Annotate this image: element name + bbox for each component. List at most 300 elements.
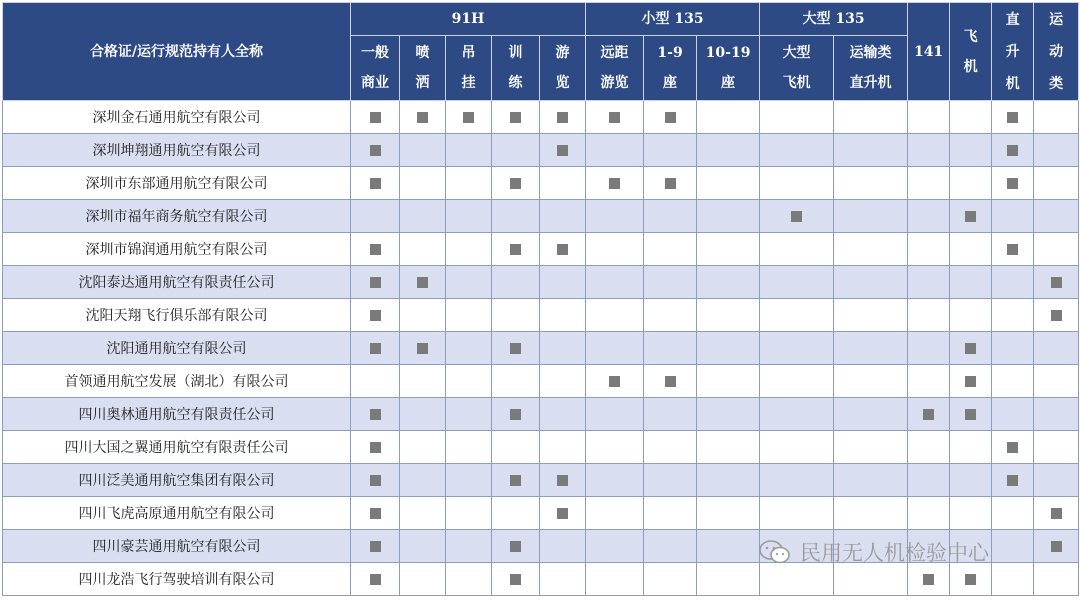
qualification-cell [697, 233, 760, 266]
qualification-cell [1034, 365, 1079, 398]
checked-square-icon [510, 409, 521, 420]
checked-square-icon [370, 574, 381, 585]
qualification-cell [644, 332, 697, 365]
qualification-cell [351, 332, 400, 365]
qualification-cell [992, 464, 1034, 497]
qualification-cell [644, 431, 697, 464]
qualification-cell [834, 365, 908, 398]
qualification-cell [908, 233, 950, 266]
qualification-cell [644, 563, 697, 596]
qualification-cell [950, 101, 992, 134]
company-name: 深圳市锦润通用航空有限公司 [3, 233, 351, 266]
qualification-cell [492, 497, 540, 530]
qualification-cell [540, 233, 586, 266]
qualification-cell [644, 365, 697, 398]
checked-square-icon [1051, 310, 1062, 321]
qualification-cell [492, 365, 540, 398]
qualification-cell [950, 134, 992, 167]
qualification-cell [351, 497, 400, 530]
qualification-cell [1034, 101, 1079, 134]
qualification-cell [992, 332, 1034, 365]
qualification-cell [492, 398, 540, 431]
qualification-cell [492, 563, 540, 596]
qualification-cell [992, 233, 1034, 266]
qualification-cell [586, 365, 644, 398]
checked-square-icon [370, 178, 381, 189]
checked-square-icon [510, 244, 521, 255]
table-row [3, 266, 1079, 299]
checked-square-icon [370, 343, 381, 354]
col-header-1: 喷 洒 [400, 36, 446, 101]
checked-square-icon [1007, 145, 1018, 156]
table-row [3, 134, 1079, 167]
watermark [758, 537, 989, 567]
qualification-cell [760, 299, 834, 332]
checked-square-icon [370, 244, 381, 255]
qualification-cell [586, 431, 644, 464]
qualification-cell [992, 200, 1034, 233]
qualification-cell [697, 266, 760, 299]
qualification-cell [540, 167, 586, 200]
table-row [3, 398, 1079, 431]
company-name: 沈阳天翔飞行俱乐部有限公司 [3, 299, 351, 332]
qualification-cell [950, 365, 992, 398]
table-row [3, 200, 1079, 233]
col-header-141: 141 [908, 3, 950, 101]
qualification-cell [586, 167, 644, 200]
qualification-cell [834, 233, 908, 266]
qualification-cell [400, 398, 446, 431]
qualification-cell [697, 200, 760, 233]
col-header-5: 远距 游览 [586, 36, 644, 101]
qualification-cell [644, 233, 697, 266]
qualification-cell [950, 233, 992, 266]
checked-square-icon [1051, 508, 1062, 519]
qualification-cell [446, 398, 492, 431]
qualification-cell [586, 332, 644, 365]
qualification-cell [400, 365, 446, 398]
qualification-cell [1034, 167, 1079, 200]
qualification-cell [1034, 200, 1079, 233]
qualification-cell [400, 530, 446, 563]
company-name: 四川奥林通用航空有限责任公司 [3, 398, 351, 431]
qualification-cell [908, 398, 950, 431]
table-row [3, 299, 1079, 332]
qualification-cell [644, 398, 697, 431]
qualification-cell [908, 266, 950, 299]
checked-square-icon [665, 178, 676, 189]
name-column-header: 合格证/运行规范持有人全称 [3, 3, 351, 101]
qualification-cell [586, 398, 644, 431]
qualification-cell [992, 299, 1034, 332]
company-name: 深圳金石通用航空有限公司 [3, 101, 351, 134]
qualification-cell [351, 431, 400, 464]
col-header-2: 吊 挂 [446, 36, 492, 101]
checked-square-icon [557, 244, 568, 255]
col-header-7: 10-19 座 [697, 36, 760, 101]
checked-square-icon [1007, 112, 1018, 123]
qualification-cell [492, 134, 540, 167]
qualification-cell [908, 332, 950, 365]
qualification-cell [400, 134, 446, 167]
qualification-cell [446, 266, 492, 299]
qualification-cell [760, 431, 834, 464]
qualification-cell [351, 134, 400, 167]
qualification-cell [644, 299, 697, 332]
checked-square-icon [370, 145, 381, 156]
group-header-small-135: 小型 135 [586, 3, 760, 36]
checked-square-icon [1051, 541, 1062, 552]
qualification-cell [644, 134, 697, 167]
checked-square-icon [370, 112, 381, 123]
qualification-cell [540, 530, 586, 563]
qualification-cell [446, 332, 492, 365]
qualification-cell [540, 563, 586, 596]
qualification-cell [697, 497, 760, 530]
company-name: 沈阳通用航空有限公司 [3, 332, 351, 365]
qualification-cell [540, 134, 586, 167]
qualification-cell [697, 431, 760, 464]
checked-square-icon [965, 211, 976, 222]
qualification-cell [400, 563, 446, 596]
table-row [3, 365, 1079, 398]
table-row [3, 464, 1079, 497]
qualification-cell [400, 464, 446, 497]
qualification-cell [697, 398, 760, 431]
qualification-cell [834, 266, 908, 299]
qualification-cell [446, 563, 492, 596]
qualification-cell [834, 497, 908, 530]
checked-square-icon [1007, 178, 1018, 189]
group-header-91h: 91H [351, 3, 586, 36]
qualification-cell [760, 134, 834, 167]
qualification-cell [908, 464, 950, 497]
qualification-cell [540, 464, 586, 497]
checked-square-icon [370, 310, 381, 321]
qualification-cell [400, 497, 446, 530]
wechat-icon [758, 539, 792, 565]
qualification-cell [351, 398, 400, 431]
checked-square-icon [370, 508, 381, 519]
qualification-cell [446, 299, 492, 332]
qualification-cell [697, 134, 760, 167]
qualification-cell [697, 464, 760, 497]
watermark-text: 民用无人机检验中心 [800, 541, 989, 565]
qualification-cell [760, 365, 834, 398]
qualification-cell [644, 530, 697, 563]
qualification-cell [950, 332, 992, 365]
qualification-cell [492, 266, 540, 299]
qualification-cell [446, 167, 492, 200]
qualification-cell [586, 233, 644, 266]
col-header-sport: 运 动 类 [1034, 3, 1079, 101]
qualification-cell [492, 530, 540, 563]
qualification-cell [1034, 464, 1079, 497]
table-row [3, 167, 1079, 200]
checked-square-icon [417, 112, 428, 123]
checked-square-icon [965, 343, 976, 354]
checked-square-icon [965, 574, 976, 585]
col-header-airplane: 飞 机 [950, 3, 992, 101]
qualification-cell [760, 563, 834, 596]
checked-square-icon [510, 475, 521, 486]
table-row [3, 431, 1079, 464]
qualification-cell [950, 167, 992, 200]
table-row [3, 233, 1079, 266]
checked-square-icon [1007, 244, 1018, 255]
qualification-cell [400, 167, 446, 200]
qualification-cell [351, 299, 400, 332]
qualification-cell [908, 497, 950, 530]
qualification-cell [492, 299, 540, 332]
qualification-cell [586, 299, 644, 332]
qualification-cell [492, 464, 540, 497]
qualification-cell [1034, 332, 1079, 365]
checked-square-icon [665, 376, 676, 387]
checked-square-icon [609, 178, 620, 189]
qualification-cell [697, 167, 760, 200]
qualification-cell [351, 266, 400, 299]
qualification-cell [644, 167, 697, 200]
qualification-cell [992, 398, 1034, 431]
qualification-cell [586, 200, 644, 233]
checked-square-icon [557, 475, 568, 486]
qualification-cell [697, 563, 760, 596]
qualification-cell [446, 497, 492, 530]
company-name: 深圳市福年商务航空有限公司 [3, 200, 351, 233]
checked-square-icon [609, 376, 620, 387]
qualification-cell [760, 167, 834, 200]
qualification-cell [834, 332, 908, 365]
qualification-cell [492, 101, 540, 134]
qualification-cell [950, 497, 992, 530]
qualification-cell [644, 101, 697, 134]
col-header-0: 一般 商业 [351, 36, 400, 101]
checked-square-icon [557, 112, 568, 123]
checked-square-icon [370, 277, 381, 288]
qualification-cell [834, 431, 908, 464]
qualification-cell [540, 101, 586, 134]
qualification-cell [586, 266, 644, 299]
qualification-cell [644, 200, 697, 233]
qualification-cell [834, 134, 908, 167]
qualification-cell [351, 530, 400, 563]
qualification-cell [760, 266, 834, 299]
table-row [3, 101, 1079, 134]
col-header-helicopter: 直 升 机 [992, 3, 1034, 101]
qualification-cell [351, 200, 400, 233]
qualification-cell [834, 464, 908, 497]
qualification-cell [834, 398, 908, 431]
checked-square-icon [510, 541, 521, 552]
qualification-cell [760, 497, 834, 530]
qualification-table [2, 2, 1079, 596]
checked-square-icon [510, 574, 521, 585]
qualification-cell [351, 563, 400, 596]
company-name: 首领通用航空发展（湖北）有限公司 [3, 365, 351, 398]
checked-square-icon [609, 112, 620, 123]
qualification-cell [950, 464, 992, 497]
qualification-cell [834, 563, 908, 596]
checked-square-icon [965, 376, 976, 387]
checked-square-icon [791, 211, 802, 222]
qualification-cell [908, 200, 950, 233]
checked-square-icon [1007, 475, 1018, 486]
qualification-cell [446, 530, 492, 563]
qualification-cell [992, 167, 1034, 200]
qualification-cell [400, 266, 446, 299]
qualification-cell [992, 563, 1034, 596]
qualification-cell [1034, 431, 1079, 464]
qualification-cell [446, 233, 492, 266]
qualification-cell [644, 464, 697, 497]
qualification-cell [644, 266, 697, 299]
qualification-cell [446, 431, 492, 464]
qualification-cell [760, 398, 834, 431]
qualification-cell [1034, 299, 1079, 332]
company-name: 深圳市东部通用航空有限公司 [3, 167, 351, 200]
qualification-cell [492, 332, 540, 365]
checked-square-icon [510, 178, 521, 189]
qualification-cell [586, 497, 644, 530]
col-header-3: 训 练 [492, 36, 540, 101]
qualification-cell [908, 299, 950, 332]
qualification-cell [992, 266, 1034, 299]
qualification-cell [586, 101, 644, 134]
company-name: 四川大国之翼通用航空有限责任公司 [3, 431, 351, 464]
qualification-cell [950, 266, 992, 299]
checked-square-icon [1007, 442, 1018, 453]
qualification-cell [760, 464, 834, 497]
qualification-cell [950, 200, 992, 233]
checked-square-icon [510, 343, 521, 354]
qualification-cell [697, 299, 760, 332]
checked-square-icon [370, 541, 381, 552]
col-header-9: 运输类 直升机 [834, 36, 908, 101]
qualification-cell [540, 332, 586, 365]
qualification-cell [697, 101, 760, 134]
qualification-cell [950, 299, 992, 332]
company-name: 四川豪芸通用航空有限公司 [3, 530, 351, 563]
checked-square-icon [370, 409, 381, 420]
group-header-large-135: 大型 135 [760, 3, 908, 36]
qualification-cell [586, 563, 644, 596]
qualification-cell [908, 134, 950, 167]
qualification-cell [760, 200, 834, 233]
qualification-cell [351, 101, 400, 134]
checked-square-icon [923, 574, 934, 585]
col-header-8: 大型 飞机 [760, 36, 834, 101]
table-row [3, 563, 1079, 596]
qualification-cell [834, 200, 908, 233]
checked-square-icon [417, 343, 428, 354]
qualification-cell [540, 299, 586, 332]
qualification-cell [492, 233, 540, 266]
qualification-cell [400, 200, 446, 233]
qualification-cell [992, 497, 1034, 530]
qualification-cell [834, 101, 908, 134]
qualification-cell [540, 365, 586, 398]
col-header-4: 游 览 [540, 36, 586, 101]
qualification-cell [1034, 563, 1079, 596]
qualification-cell [492, 167, 540, 200]
qualification-cell [540, 398, 586, 431]
qualification-cell [950, 431, 992, 464]
checked-square-icon [965, 409, 976, 420]
qualification-cell [540, 266, 586, 299]
qualification-cell [992, 134, 1034, 167]
checked-square-icon [1051, 277, 1062, 288]
checked-square-icon [665, 112, 676, 123]
qualification-cell [1034, 233, 1079, 266]
qualification-cell [908, 431, 950, 464]
checked-square-icon [557, 508, 568, 519]
qualification-cell [540, 200, 586, 233]
qualification-cell [697, 332, 760, 365]
qualification-cell [446, 464, 492, 497]
qualification-cell [400, 332, 446, 365]
company-name: 四川龙浩飞行驾驶培训有限公司 [3, 563, 351, 596]
qualification-cell [351, 464, 400, 497]
qualification-cell [992, 101, 1034, 134]
qualification-cell [760, 101, 834, 134]
qualification-cell [351, 167, 400, 200]
qualification-cell [446, 134, 492, 167]
checked-square-icon [417, 277, 428, 288]
qualification-cell [446, 365, 492, 398]
qualification-cell [400, 431, 446, 464]
checked-square-icon [923, 409, 934, 420]
qualification-cell [1034, 398, 1079, 431]
qualification-cell [908, 563, 950, 596]
qualification-cell [351, 365, 400, 398]
qualification-cell [351, 233, 400, 266]
qualification-cell [697, 365, 760, 398]
qualification-cell [992, 431, 1034, 464]
qualification-cell [586, 134, 644, 167]
qualification-cell [834, 299, 908, 332]
qualification-cell [697, 530, 760, 563]
qualification-cell [446, 200, 492, 233]
qualification-cell [1034, 530, 1079, 563]
qualification-cell [400, 233, 446, 266]
company-name: 沈阳泰达通用航空有限责任公司 [3, 266, 351, 299]
checked-square-icon [370, 475, 381, 486]
company-name: 深圳坤翔通用航空有限公司 [3, 134, 351, 167]
qualification-cell [400, 101, 446, 134]
qualification-cell [950, 398, 992, 431]
qualification-cell [908, 365, 950, 398]
qualification-cell [586, 530, 644, 563]
col-header-6: 1-9 座 [644, 36, 697, 101]
company-name: 四川泛美通用航空集团有限公司 [3, 464, 351, 497]
qualification-cell [586, 464, 644, 497]
checked-square-icon [463, 112, 474, 123]
qualification-cell [492, 200, 540, 233]
qualification-cell [540, 497, 586, 530]
company-name: 四川飞虎高原通用航空有限公司 [3, 497, 351, 530]
qualification-cell [760, 332, 834, 365]
checked-square-icon [370, 442, 381, 453]
qualification-cell [908, 101, 950, 134]
qualification-cell [1034, 266, 1079, 299]
table-row [3, 497, 1079, 530]
qualification-cell [644, 497, 697, 530]
qualification-cell [992, 365, 1034, 398]
qualification-cell [908, 167, 950, 200]
qualification-cell [446, 101, 492, 134]
qualification-cell [950, 563, 992, 596]
